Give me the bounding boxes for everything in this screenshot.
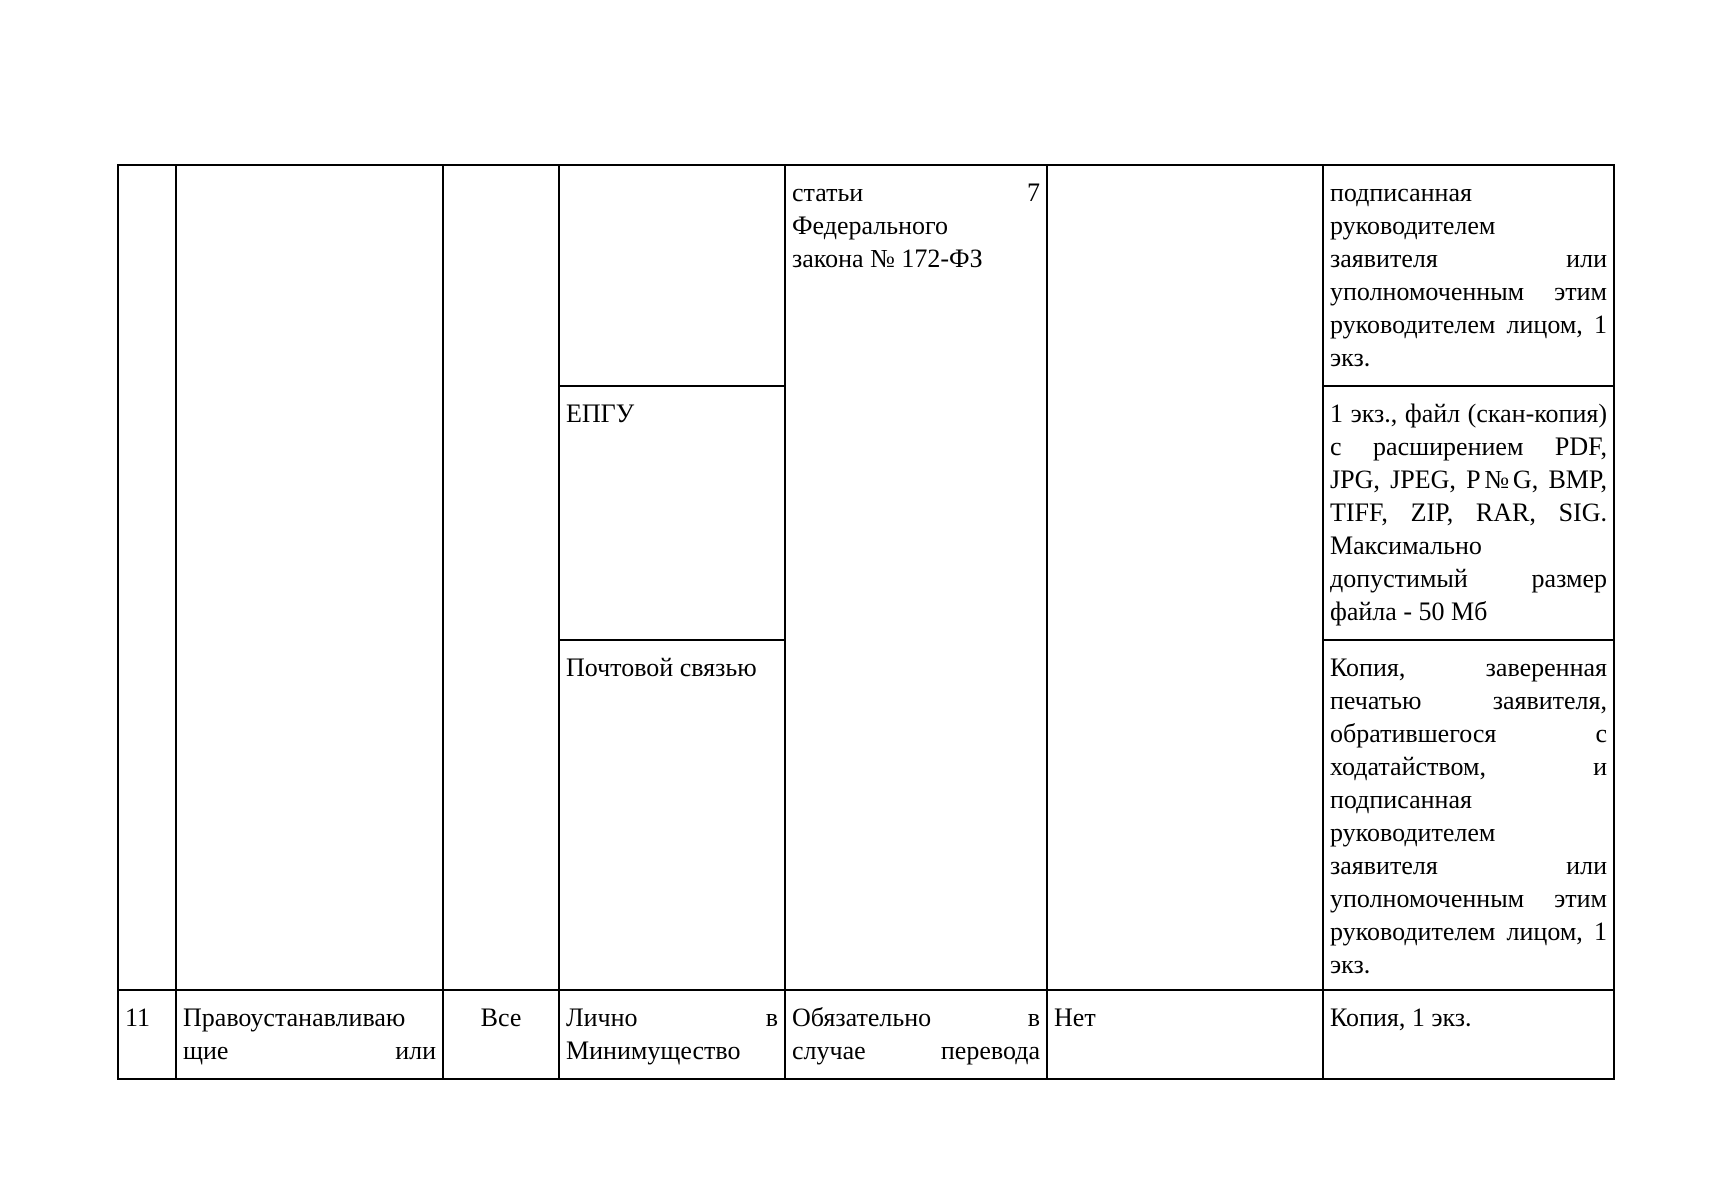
document-name-line2: [183, 1034, 436, 1067]
cell-document-empty: [176, 165, 443, 990]
condition-word-d: перевода: [940, 1036, 1040, 1065]
method-line1: [566, 1001, 778, 1034]
cell-method: [559, 990, 785, 1079]
cell-requirements-2: 1 экз., файл (скан-копия) с расширением PDF, JPG, JPEG, P№G, BMP, TIFF, ZIP, RAR, SIG. Максимально допустимый размер файла - 50 Мб: [1323, 386, 1614, 640]
document-name-word-b: или: [395, 1036, 436, 1065]
table-row-11: [118, 990, 1614, 1079]
cell-legal-basis: [785, 165, 1047, 990]
cell-requirements-1: подписанная руководителем заявителя или уполномоченным этим руководителем лицом, 1 экз.: [1323, 165, 1614, 386]
cell-document-name: [176, 990, 443, 1079]
condition-word-a: Обязательно: [792, 1003, 932, 1032]
condition-word-c: случае: [792, 1036, 866, 1065]
method-line2: Минимущество: [566, 1036, 741, 1065]
cell-number-empty: [118, 165, 176, 990]
legal-basis-word: статьи: [792, 178, 864, 207]
table-row-continued-1: [118, 165, 1614, 386]
method-word-a: Лично: [566, 1003, 638, 1032]
cell-condition: [785, 990, 1047, 1079]
condition-word-b: в: [1027, 1003, 1040, 1032]
cell-row-number: 11: [118, 990, 176, 1079]
legal-basis-line2: Федерального: [792, 211, 949, 240]
condition-line2: [792, 1034, 1040, 1067]
cell-applicants-empty: [443, 165, 559, 990]
cell-requirements-11: Копия, 1 экз.: [1323, 990, 1614, 1079]
cell-requirements-3: Копия, заверенная печатью заявителя, обратившегося с ходатайством, и подписанная руководителем заявителя или уполномоченным этим руководителем лицом, 1 экз.: [1323, 640, 1614, 990]
document-name-word-a: щие: [183, 1036, 229, 1065]
cell-method-empty: [559, 165, 785, 386]
document-table: [117, 164, 1615, 1080]
cell-applicants: Все: [443, 990, 559, 1079]
document-name-line1: Правоустанавливаю: [183, 1003, 406, 1032]
cell-interagency-empty: [1047, 165, 1323, 990]
cell-interagency: Нет: [1047, 990, 1323, 1079]
condition-line1: [792, 1001, 1040, 1034]
method-word-b: в: [765, 1003, 778, 1032]
cell-method-epgu: ЕПГУ: [559, 386, 785, 640]
legal-basis-line3: закона № 172-ФЗ: [792, 244, 983, 273]
cell-method-post: Почтовой связью: [559, 640, 785, 990]
legal-basis-article-number: 7: [1027, 178, 1040, 207]
legal-basis-line1: [792, 176, 1040, 209]
